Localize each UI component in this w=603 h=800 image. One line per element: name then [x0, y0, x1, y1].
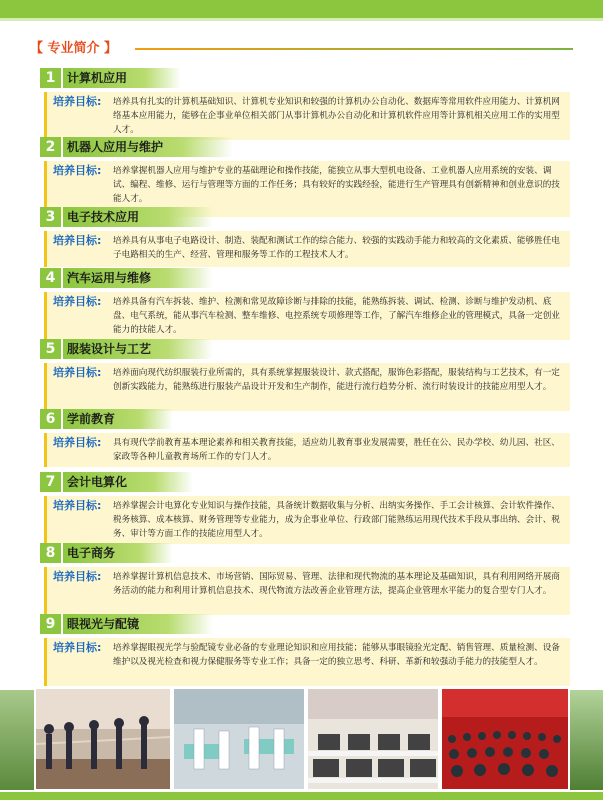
training-goal-label: 培养目标:: [53, 499, 102, 512]
section-description: 培养具备有汽车拆装、维护、检测和常见故障诊断与排除的技能，能熟练拆装、调试、检测、诊断与维护发动机、底盘、电气系统，能从事汽车检测、整车维修、电控系统专项修理等工作，了解汽车维修企业的管理模式，具备一定创业能力的技能人才。: [113, 297, 560, 335]
section-number: 9: [40, 614, 61, 634]
section-title: 计算机应用: [63, 68, 181, 88]
section-number: 5: [40, 339, 61, 359]
major-section-3: [40, 207, 570, 267]
section-title: 汽车运用与维修: [63, 268, 213, 288]
training-goal-label: 培养目标:: [53, 295, 102, 308]
section-title: 电子商务: [63, 543, 173, 563]
section-number: 6: [40, 409, 61, 429]
training-goal-label: 培养目标:: [53, 95, 102, 108]
section-description: 培养面向现代纺织服装行业所需的，具有系统掌握服装设计、款式搭配，服饰色彩搭配，服装结构与工艺技术，有一定创新实践能力，能熟练进行服装产品设计开发和生产制作，能进行流行趋势分析、流行时装设计的技能应用型人才。: [113, 368, 560, 392]
major-section-9: [40, 614, 570, 686]
decor-foliage-right: [570, 690, 603, 790]
page-title: 【 专业简介 】: [30, 40, 118, 56]
section-title: 会计电算化: [63, 472, 193, 492]
section-title: 电子技术应用: [63, 207, 213, 227]
section-number: 1: [40, 68, 61, 88]
training-goal-label: 培养目标:: [53, 436, 102, 449]
section-description: 具有现代学前教育基本理论素养和相关教育技能，适应幼儿教育事业发展需要，胜任在公、民办学校、幼儿园、社区、家政等各种儿童教育场所工作的专门人才。: [113, 438, 560, 462]
major-section-5: [40, 339, 570, 411]
section-description: 培养掌握计算机信息技术、市场营销、国际贸易、管理、法律和现代物流的基本理论及基础知识，具有利用网络开展商务活动的能力和利用计算机信息技术、现代物流方法改善企业管理方法，提高企业管理水平能力的复合型专门人才。: [113, 572, 560, 596]
dance-class-photo: [36, 689, 170, 789]
training-goal-label: 培养目标:: [53, 641, 102, 654]
section-description: 培养掌握会计电算化专业知识与操作技能，具备统计数据收集与分析、出纳实务操作、手工会计核算、会计软件操作、税务核算、成本核算、财务管理等专业能力，成为企事业单位、行政部门能熟练运用现代技术手段从事出纳、会计、税务、审计等方面工作的技能应用型人才。: [113, 501, 560, 539]
section-title: 眼视光与配镜: [63, 614, 213, 634]
major-section-2: [40, 137, 570, 217]
major-section-6: [40, 409, 570, 467]
top-color-bar: [0, 0, 603, 18]
training-goal-label: 培养目标:: [53, 234, 102, 247]
training-goal-label: 培养目标:: [53, 570, 102, 583]
training-goal-label: 培养目标:: [53, 164, 102, 177]
section-title: 机器人应用与维护: [63, 137, 233, 157]
section-description: 培养具有扎实的计算机基础知识、计算机专业知识和较强的计算机办公自动化、数据库等常用软件应用能力、计算机网络基本应用能力，能够在企事业单位相关部门从事计算机办公自动化和计算机软件应用等计算机相关应用工作的实用型人才。: [113, 97, 560, 135]
section-description: 培养具有从事电子电路设计、制造、装配和测试工作的综合能力、较强的实践动手能力和较高的文化素质、能够胜任电子电路相关的生产、经营、管理和服务等工作的工程技术人才。: [113, 236, 560, 260]
section-number: 2: [40, 137, 61, 157]
section-title: 学前教育: [63, 409, 173, 429]
auditorium-photo: [442, 689, 568, 789]
section-heading: [30, 36, 117, 56]
major-section-8: [40, 543, 570, 615]
heading-divider: [135, 48, 573, 50]
section-description: 培养掌握机器人应用与维护专业的基础理论和操作技能，能独立从事大型机电设备、工业机器人应用系统的安装、调试、编程、维修、运行与管理等方面的工作任务；具有较好的实践经验，能进行生产管理具有创新精神和创业意识的技能人才。: [113, 166, 560, 204]
computer-lab-photo: [308, 689, 438, 789]
major-section-4: [40, 268, 570, 340]
section-title: 服装设计与工艺: [63, 339, 213, 359]
nursing-training-photo: [174, 689, 304, 789]
section-number: 4: [40, 268, 61, 288]
decor-foliage-left: [0, 690, 34, 790]
section-number: 7: [40, 472, 61, 492]
bottom-color-bar: [0, 792, 603, 800]
major-section-7: [40, 472, 570, 544]
major-section-1: [40, 68, 570, 140]
photo-strip: [36, 689, 568, 789]
training-goal-label: 培养目标:: [53, 366, 102, 379]
section-number: 3: [40, 207, 61, 227]
section-number: 8: [40, 543, 61, 563]
section-description: 培养掌握眼视光学与验配镜专业必备的专业理论知识和应用技能；能够从事眼镜验光定配、销售管理、质量检测、设备维护以及视光检查和视力保健服务等专业工作；具备一定的独立思考、科研、革新和较强动手能力的技能型人才。: [113, 643, 560, 667]
